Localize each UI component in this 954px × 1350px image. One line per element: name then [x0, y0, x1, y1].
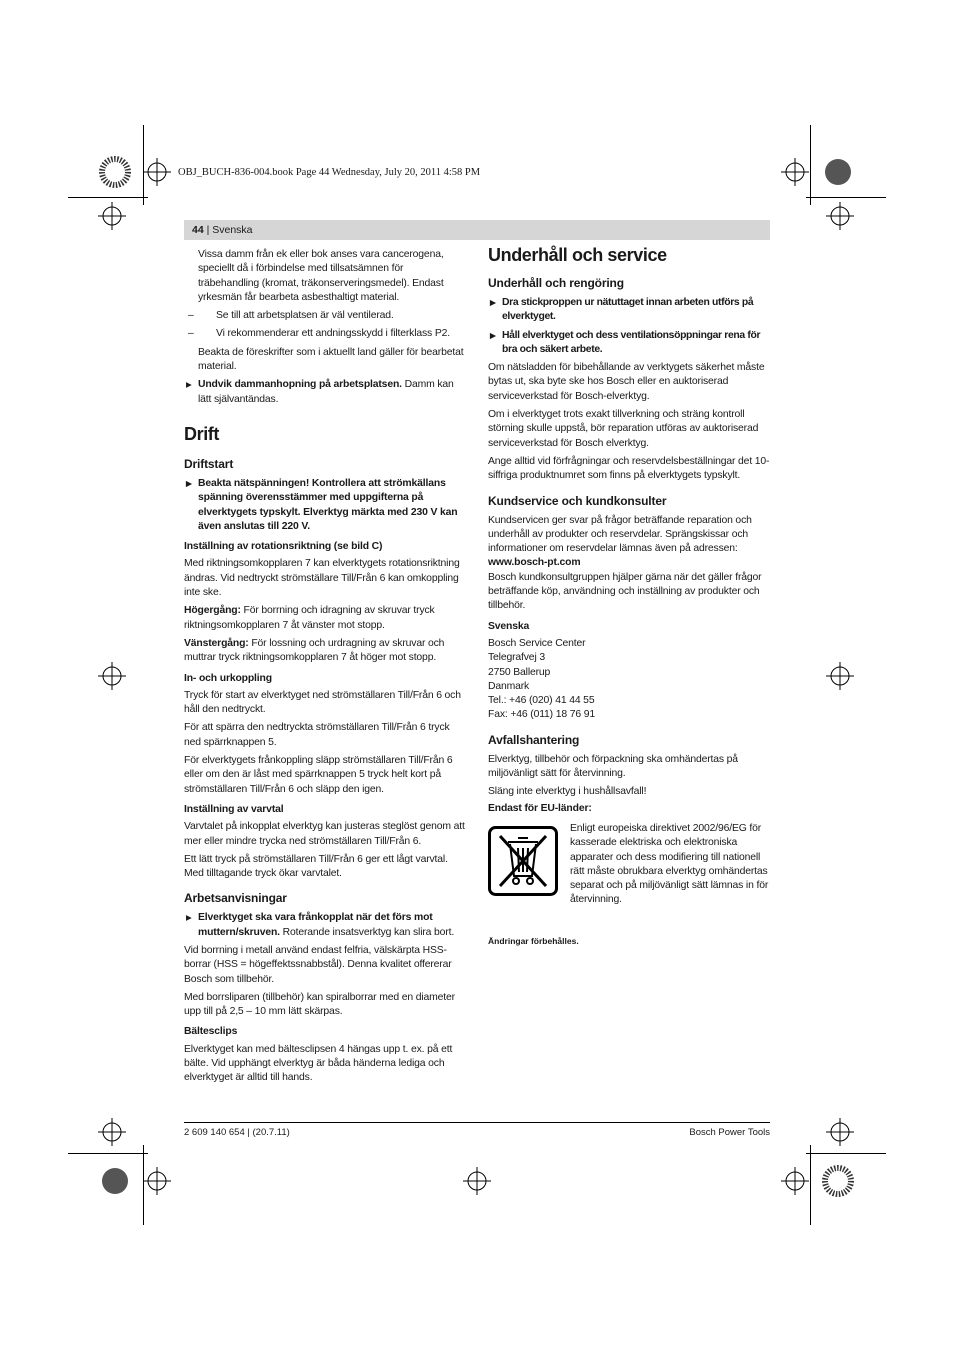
page-header: 44 | Svenska — [192, 224, 253, 236]
address-line-2: Telegrafvej 3 — [488, 652, 545, 664]
heading-customer-service: Kundservice och kundkonsulter — [488, 493, 667, 508]
customer-advice-paragraph: Bosch kundkonsultgruppen hjälper gärna när det gäller frågor beträffande köp, användning och inställning av produkter och tillbehör. — [488, 571, 762, 612]
voltage-bullet: ▶ Beakta nätspänningen! Kontrollera att strömkällans spänning överensstämmer med uppgifterna på elverktygets typskylt. Elverktyg märkta med 230 V kan även anslutas till 220 V. — [184, 477, 466, 534]
weee-crossed-bin-icon — [488, 826, 558, 896]
footer-doc-number: 2 609 140 654 | (20.7.11) — [184, 1127, 290, 1138]
address-line-4: Danmark — [488, 680, 530, 692]
avoid-dust-bullet: ▶ Undvik dammanhopning på arbetsplatsen. Damm kan lätt självantändas. — [184, 378, 466, 407]
address-fax: Fax: +46 (011) 18 76 91 — [488, 709, 595, 721]
cord-paragraph: Om nätsladden för bibehållande av verktygets säkerhet måste bytas ut, ska byte ske hos Bosch eller en auktoriserad serviceverkstad för Bosch-elverktyg. — [488, 362, 765, 402]
header-language: Svenska — [212, 224, 253, 236]
speed-paragraph-2: Ett lätt tryck på strömställaren Till/Från 6 ger ett lågt varvtal. Med tilltagande tryck ökar varvtalet. — [184, 853, 448, 880]
unplug-bullet: ▶ Dra stickproppen ur nätuttaget innan arbeten utförs på elverktyget. — [488, 296, 770, 325]
section-title-service: Underhåll och service — [488, 245, 667, 265]
customer-service-paragraph: Kundservicen ger svar på frågor beträffande reparation och underhåll av produkter och reservdelar. Sprängskissar och informationer om reservdelar lämnas även på adressen: — [488, 514, 752, 555]
working-paragraph-2: Med borrsliparen (tillbehör) kan spiralborrar med en diameter upp till på 2,5 – 10 mm lätt skärpas. — [184, 991, 455, 1018]
regulations-paragraph: Beakta de föreskrifter som i aktuellt land gäller för bearbetat material. — [198, 346, 464, 373]
address-phone: Tel.: +46 (020) 41 44 55 — [488, 695, 595, 707]
footer-rule — [184, 1122, 770, 1123]
heading-disposal: Avfallshantering — [488, 732, 580, 747]
heading-maintenance: Underhåll och rengöring — [488, 276, 624, 290]
heading-switching: In- och urkoppling — [184, 672, 272, 684]
heading-working-advice: Arbetsanvisningar — [184, 891, 287, 906]
heading-rotation: Inställning av rotationsriktning (se bild C) — [184, 541, 383, 553]
disposal-paragraph: Elverktyg, tillbehör och förpackning ska omhändertas på miljövänligt sätt för återvinning. — [488, 753, 738, 780]
left-column — [184, 248, 466, 1090]
eu-directive-paragraph: Enligt europeiska direktivet 2002/96/EG för kasserade elektriska och elektroniska apparater och dess modifiering till nationell rätt måste obrukbara elverktyg omhändertas separat och på miljövänligt sätt lämnas in för återvinning. — [570, 823, 769, 906]
right-column — [488, 232, 770, 819]
household-waste-paragraph: Släng inte elverktyg i hushållsavfall! — [488, 786, 647, 798]
dash-item-respirator: – Vi rekommenderar ett andningsskydd i filterklass P2. — [184, 327, 466, 341]
belt-clip-paragraph: Elverktyget kan med bältesclipsen 4 hängas upp t. ex. på ett bälte. Vid upphängt elverktyg är båda händerna lediga och elverktyget är alltid till hands. — [184, 1043, 453, 1084]
heading-eu-only: Endast för EU-länder: — [488, 802, 592, 814]
working-paragraph-1: Vid borrning i metall använd endast felfria, välskärpta HSS-borrar (HSS = högeffektssnabbstål). Denna kvalitet offererar Bosch som tillbehör. — [184, 944, 452, 985]
keep-clean-bullet: ▶ Håll elverktyget och dess ventilationsöppningar rena för bra och säkert arbete. — [488, 329, 770, 358]
intro-paragraph: Vissa damm från ek eller bok anses vara cancerogena, speciellt då i förbindelse med tillsatsämnen för träbehandling (kromat, träkonserveringsmedel). Endast yrkesmän får bearbeta asbesthaltigt material. — [198, 249, 444, 303]
switch-off-paragraph: För elverktygets frånkoppling släpp strömställaren Till/Från 6 eller om den är låst med spärrknappen 5 tryck helt kort på strömställaren Till/Från 6 och släpp den igen. — [184, 755, 453, 795]
heading-driftstart: Driftstart — [184, 456, 234, 471]
print-slug: OBJ_BUCH-836-004.book Page 44 Wednesday, July 20, 2011 4:58 PM — [178, 167, 481, 178]
section-title-drift: Drift — [184, 423, 219, 444]
repair-paragraph: Om i elverktyget trots exakt tillverkning och sträng kontroll störning skulle uppstå, bör reparation utföras av auktoriserad serviceverkstad för Bosch elverktyg. — [488, 409, 759, 449]
footer-brand: Bosch Power Tools — [689, 1127, 770, 1138]
speed-paragraph-1: Varvtalet på inkopplat elverktyg kan justeras steglöst genom att mer eller mindre trycka ned strömställaren Till/Från 6. — [184, 821, 465, 847]
rotation-paragraph: Med riktningsomkopplaren 7 kan elverktygets rotationsriktning ändras. Vid nedtryckt strömställare Till/Från 6 kan omkoppling inte ske. — [184, 558, 460, 599]
changes-reserved: Ändringar förbehålles. — [488, 936, 579, 946]
switch-on-paragraph: Tryck för start av elverktyget ned strömställaren Till/Från 6 och håll den nedtryckt. — [184, 689, 461, 716]
product-number-paragraph: Ange alltid vid förfrågningar och reservdelsbeställningar det 10-siffriga produktnumret som finns på elverktygets typskylt. — [488, 455, 770, 482]
lock-paragraph: För att spärra den nedtryckta strömställaren Till/Från 6 tryck ned spärrknappen 5. — [184, 722, 450, 748]
working-bullet: ▶ Elverktyget ska vara frånkopplat när det förs mot muttern/skruven. Roterande insatsverktyg kan slira bort. — [184, 911, 466, 940]
dash-item-ventilation: – Se till att arbetsplatsen är väl ventilerad. — [184, 309, 466, 323]
page-number: 44 — [192, 224, 204, 236]
website-link[interactable]: www.bosch-pt.com — [488, 557, 581, 569]
heading-speed: Inställning av varvtal — [184, 803, 284, 815]
address-line-3: 2750 Ballerup — [488, 666, 551, 678]
right-rotation-paragraph: Högergång: För borrning och idragning av skruvar tryck riktningsomkopplaren 7 åt vänster mot stopp. — [184, 605, 435, 631]
address-country: Svenska — [488, 620, 530, 632]
left-rotation-paragraph: Vänstergång: För lossning och urdragning av skruvar och muttrar tryck riktningsomkopplaren 7 åt höger mot stopp. — [184, 637, 445, 664]
heading-belt-clip: Bältesclips — [184, 1026, 238, 1038]
address-line-1: Bosch Service Center — [488, 637, 586, 649]
